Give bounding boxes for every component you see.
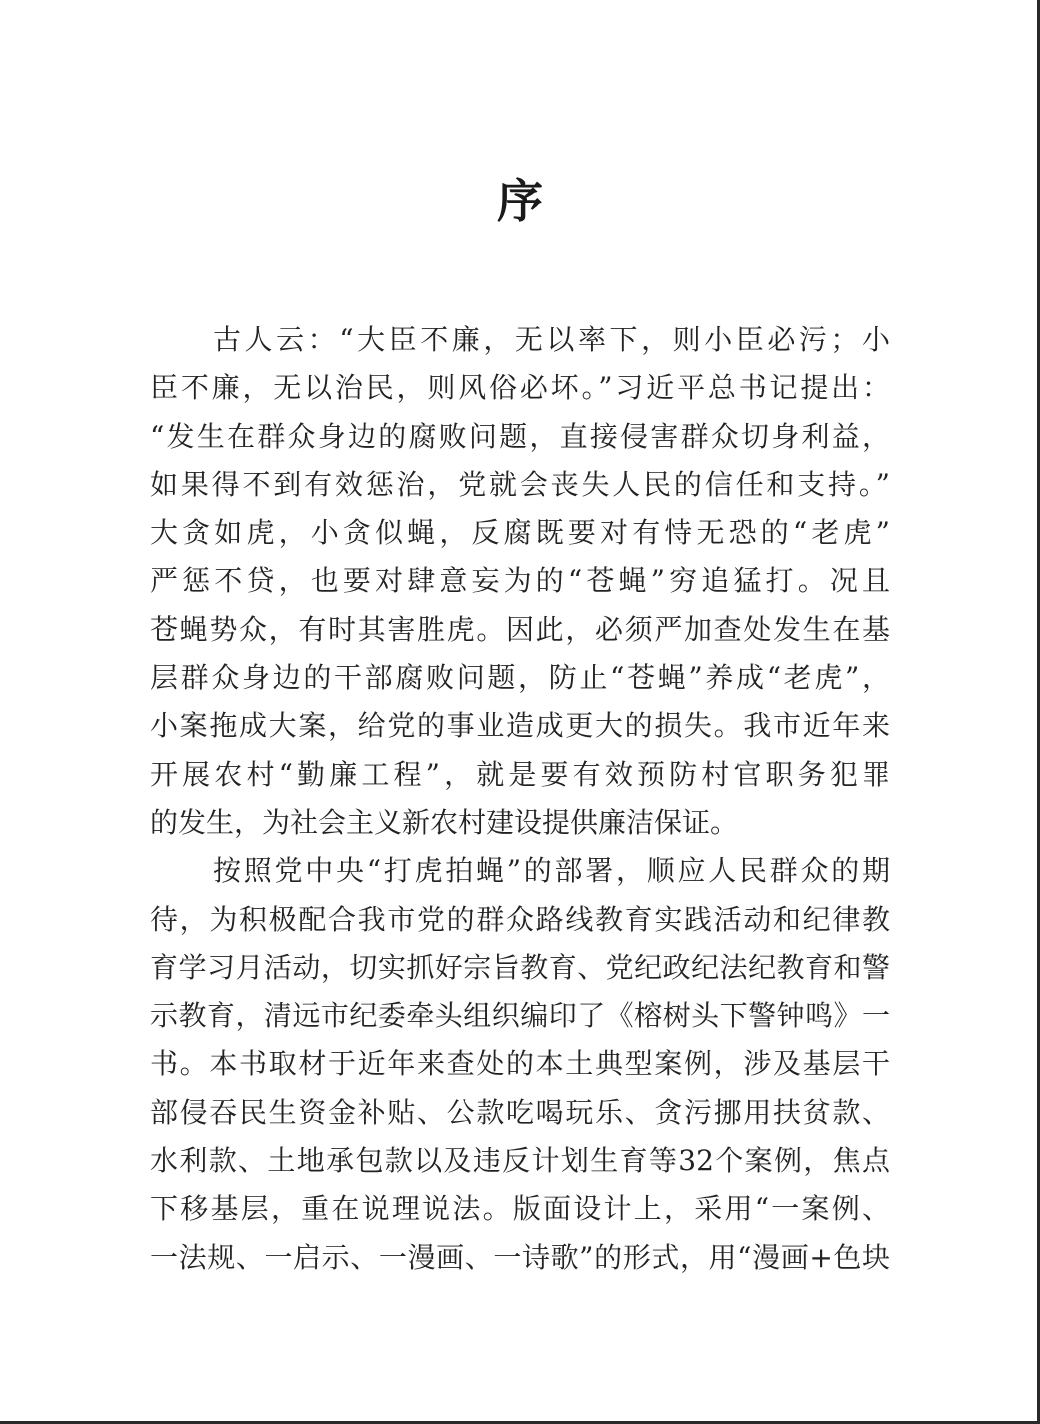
page-title: 序 <box>497 174 543 228</box>
paragraph-1 <box>150 316 890 847</box>
text-line: 苍蝇势众，有时其害胜虎。因此，必须严加查处发生在基 <box>150 612 890 646</box>
text-line: 书。本书取材于近年来查处的本土典型案例，涉及基层干 <box>150 1047 890 1081</box>
paragraph-2 <box>150 847 890 1330</box>
body-text <box>150 316 890 1330</box>
text-line: 下移基层，重在说理说法。版面设计上，采用“一案例、 <box>150 1192 890 1226</box>
text-line: 大贪如虎，小贪似蝇，反腐既要对有恃无恐的“老虎” <box>150 516 890 550</box>
text-line: 水利款、土地承包款以及违反计划生育等32个案例，焦点 <box>150 1144 890 1178</box>
text-line: 古人云：“大臣不廉，无以率下，则小臣必污；小 <box>213 323 890 356</box>
text-line: 臣不廉，无以治民，则风俗必坏。”习近平总书记提出： <box>150 371 890 405</box>
text-line: 按照党中央“打虎拍蝇”的部署，顺应人民群众的期 <box>213 854 890 888</box>
text-line: 一法规、一启示、一漫画、一诗歌”的形式，用“漫画+色块 <box>150 1240 890 1274</box>
text-line <box>150 1282 890 1330</box>
text-line: “发生在群众身边的腐败问题，直接侵害群众切身利益， <box>150 419 890 453</box>
text-line: 严惩不贷，也要对肆意妄为的“苍蝇”穷追猛打。况且 <box>150 564 890 598</box>
text-line: 如果得不到有效惩治，党就会丧失人民的信任和支持。” <box>150 467 890 501</box>
text-line: 部侵吞民生资金补贴、公款吃喝玩乐、贪污挪用扶贫款、 <box>150 1095 890 1129</box>
text-line: 待，为积极配合我市党的群众路线教育实践活动和纪律教 <box>150 902 890 936</box>
text-line: 开展农村“勤廉工程”，就是要有效预防村官职务犯罪 <box>150 757 890 791</box>
text-line: 小案拖成大案，给党的事业造成更大的损失。我市近年来 <box>150 709 890 743</box>
text-line: 的发生，为社会主义新农村建设提供廉洁保证。 <box>150 805 739 839</box>
text-line: 示教育，清远市纪委牵头组织编印了《榕树头下警钟鸣》一 <box>150 999 890 1033</box>
text-line: 层群众身边的干部腐败问题，防止“苍蝇”养成“老虎”， <box>150 661 890 695</box>
text-line: 育学习月活动，切实抓好宗旨教育、党纪政纪法纪教育和警 <box>150 950 890 984</box>
